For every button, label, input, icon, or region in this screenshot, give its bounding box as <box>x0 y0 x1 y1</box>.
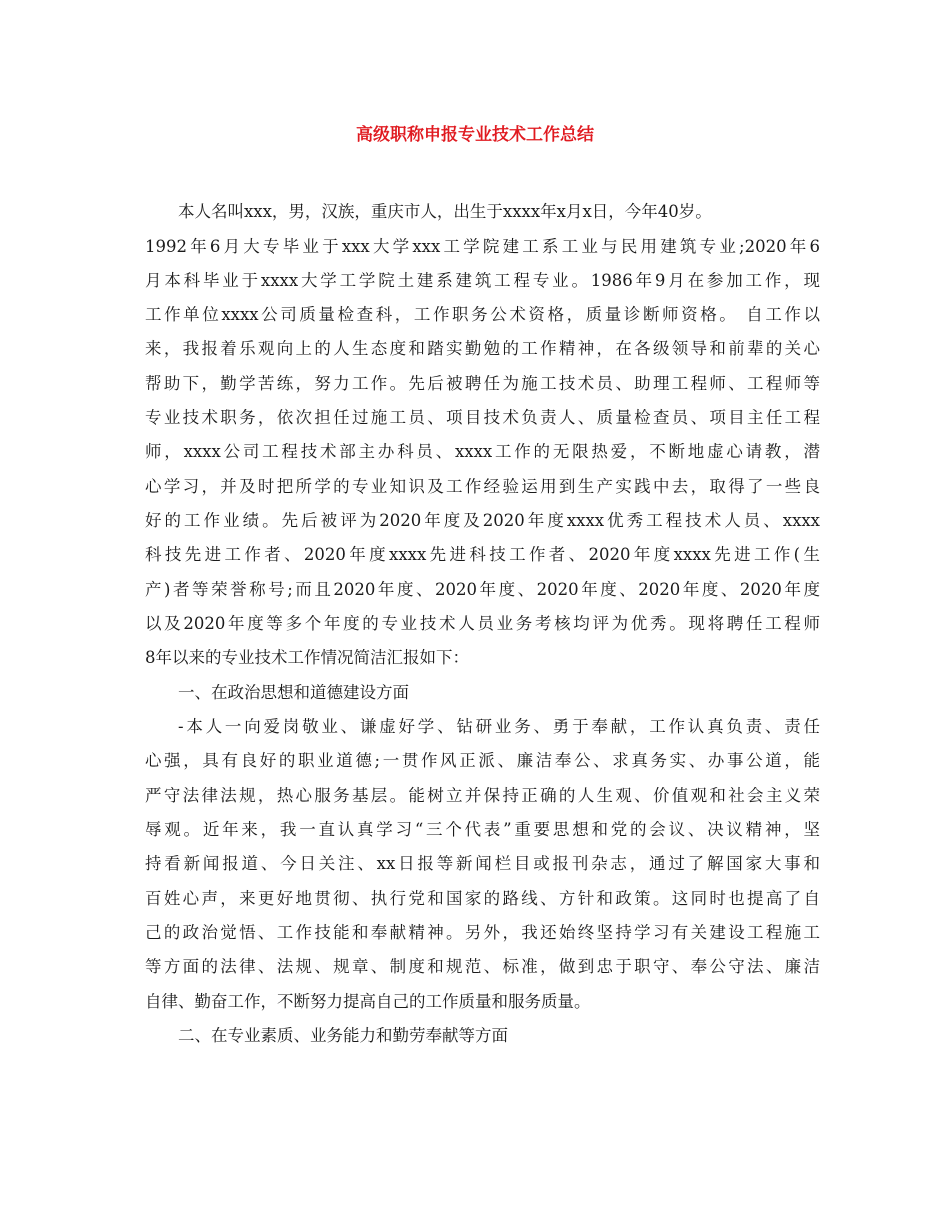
section-heading: 二、在专业素质、业务能力和勤劳奉献等方面 <box>178 1026 508 1045</box>
body-line: 月本科毕业于xxxx大学工学院土建系建筑工程专业。1986年9月在参加工作，现 <box>145 271 820 290</box>
body-line: 自律、勤奋工作，不断努力提高自己的工作质量和服务质量。 <box>145 992 591 1011</box>
body-line: 师，xxxx公司工程技术部主办科员、xxxx工作的无限热爱，不断地虚心请教，潜 <box>145 442 820 461</box>
body-line: 持看新闻报道、今日关注、xx日报等新闻栏目或报刊杂志，通过了解国家大事和 <box>145 854 820 873</box>
body-line: 辱观。近年来，我一直认真学习“三个代表”重要思想和党的会议、决议精神，坚 <box>145 820 820 839</box>
document-title: 高级职称申报专业技术工作总结 <box>356 125 594 145</box>
body-line: 以及2020年度等多个年度的专业技术人员业务考核均评为优秀。现将聘任工程师 <box>145 614 820 633</box>
body-line: 好的工作业绩。先后被评为2020年度及2020年度xxxx优秀工程技术人员、xxxx <box>145 511 820 530</box>
body-line: 等方面的法律、法规、规章、制度和规范、标准，做到忠于职守、奉公守法、廉洁 <box>145 957 820 976</box>
body-line: 帮助下，勤学苦练，努力工作。先后被聘任为施工技术员、助理工程师、工程师等 <box>145 374 820 393</box>
body-line: 科技先进工作者、2020年度xxxx先进科技工作者、2020年度xxxx先进工作(生 <box>145 545 820 564</box>
body-line: 百姓心声，来更好地贯彻、执行党和国家的路线、方针和政策。这同时也提高了自 <box>145 889 820 908</box>
body-line: 本人名叫xxx，男，汉族，重庆市人，出生于xxxx年x月x日，今年40岁。 <box>178 202 712 221</box>
body-line: 己的政治觉悟、工作技能和奉献精神。另外，我还始终坚持学习有关建设工程施工 <box>145 923 820 942</box>
body-line: 1992年6月大专毕业于xxx大学xxx工学院建工系工业与民用建筑专业;2020年6 <box>145 237 820 256</box>
body-line: -本人一向爱岗敬业、谦虚好学、钻研业务、勇于奉献，工作认真负责、责任 <box>178 717 820 736</box>
section-heading: 一、在政治思想和道德建设方面 <box>178 683 409 702</box>
body-line: 心强，具有良好的职业道德;一贯作风正派、廉洁奉公、求真务实、办事公道，能 <box>145 751 820 770</box>
body-line: 来，我报着乐观向上的人生态度和踏实勤勉的工作精神，在各级领导和前辈的关心 <box>145 339 820 358</box>
body-line: 专业技术职务，依次担任过施工员、项目技术负责人、质量检查员、项目主任工程 <box>145 408 820 427</box>
body-line: 心学习，并及时把所学的专业知识及工作经验运用到生产实践中去，取得了一些良 <box>145 477 820 496</box>
body-line: 工作单位xxxx公司质量检查科，工作职务公术资格，质量诊断师资格。 自工作以 <box>145 305 820 324</box>
body-line: 严守法律法规，热心服务基层。能树立并保持正确的人生观、价值观和社会主义荣 <box>145 786 820 805</box>
body-line: 8年以来的专业技术工作情况简洁汇报如下： <box>145 648 469 667</box>
body-line: 产)者等荣誉称号;而且2020年度、2020年度、2020年度、2020年度、2020年度 <box>145 580 820 599</box>
